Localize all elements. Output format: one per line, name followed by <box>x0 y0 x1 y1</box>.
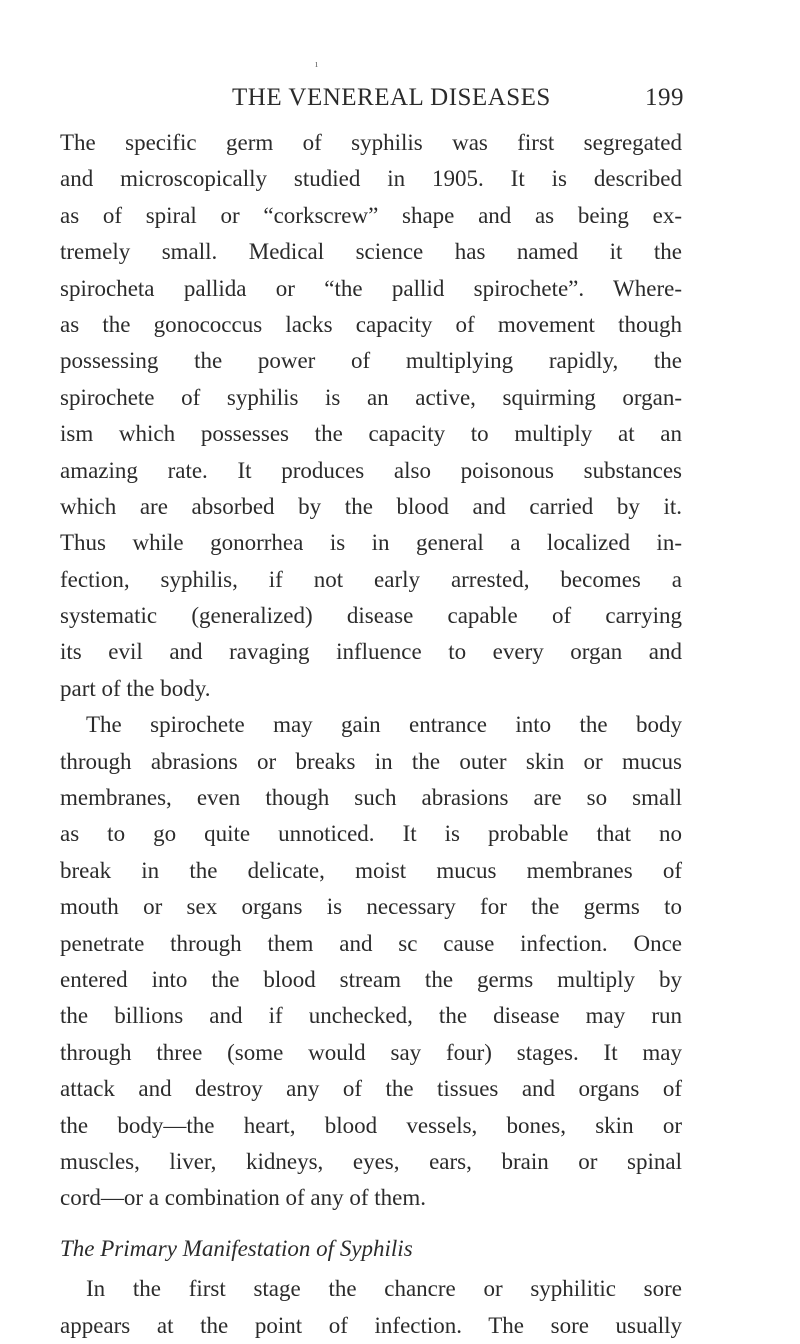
text-line: the billions and if unchecked, the disease may run <box>60 1003 682 1029</box>
text-line: tremely small. Medical science has named it the <box>60 239 682 265</box>
text-line: The specific germ of syphilis was first segregated <box>60 130 682 155</box>
running-head <box>232 84 684 120</box>
text-line: the body—the heart, blood vessels, bones, skin or <box>60 1112 682 1138</box>
paragraph-1 <box>60 125 682 707</box>
text-line: The spirochete may gain entrance into the body <box>86 712 682 738</box>
text-line: attack and destroy any of the tissues and organs of <box>60 1076 682 1102</box>
page-number: 199 <box>645 84 684 111</box>
text-line: part of the body. <box>60 675 211 701</box>
text-line: fection, syphilis, if not early arrested, becomes a <box>60 566 682 592</box>
text-line: spirocheta pallida or “the pallid spirochete”. Where- <box>60 275 682 301</box>
text-line: amazing rate. It produces also poisonous substances <box>60 457 682 483</box>
text-line: as of spiral or “corkscrew” shape and as being ex- <box>60 202 682 228</box>
text-line: membranes, even though such abrasions are so small <box>60 785 682 811</box>
text-line: as to go quite unnoticed. It is probable that no <box>60 821 682 847</box>
stray-mark: ı <box>315 58 319 70</box>
text-line: spirochete of syphilis is an active, squirming organ- <box>60 384 682 410</box>
text-line: Thus while gonorrhea is in general a localized in- <box>60 530 682 556</box>
text-line: mouth or sex organs is necessary for the germs to <box>60 894 682 920</box>
body-text <box>60 125 682 1344</box>
running-title: THE VENEREAL DISEASES <box>232 84 551 111</box>
paragraph-2 <box>60 707 682 1216</box>
text-line: its evil and ravaging influence to every organ and <box>60 639 682 665</box>
text-line: appears at the point of infection. The sore usually <box>60 1312 682 1338</box>
text-line: cord—or a combination of any of them. <box>60 1185 426 1211</box>
text-line: break in the delicate, moist mucus membranes of <box>60 857 682 883</box>
paragraph-3 <box>60 1271 682 1344</box>
text-line: and microscopically studied in 1905. It is described <box>60 166 682 192</box>
section-heading: The Primary Manifestation of Syphilis <box>60 1235 413 1261</box>
text-line: entered into the blood stream the germs multiply by <box>60 966 682 992</box>
text-line: through three (some would say four) stages. It may <box>60 1039 682 1065</box>
text-line: In the first stage the chancre or syphilitic sore <box>86 1276 682 1302</box>
text-line: which are absorbed by the blood and carried by it. <box>60 493 682 519</box>
text-line: ism which possesses the capacity to multiply at an <box>60 421 682 447</box>
text-line: penetrate through them and sc cause infection. Once <box>60 930 682 956</box>
text-line: systematic (generalized) disease capable of carrying <box>60 603 682 629</box>
text-line: as the gonococcus lacks capacity of movement though <box>60 311 682 337</box>
text-line: possessing the power of multiplying rapidly, the <box>60 348 682 374</box>
text-line: through abrasions or breaks in the outer skin or mucus <box>60 748 682 774</box>
text-line: muscles, liver, kidneys, eyes, ears, brain or spinal <box>60 1148 682 1174</box>
